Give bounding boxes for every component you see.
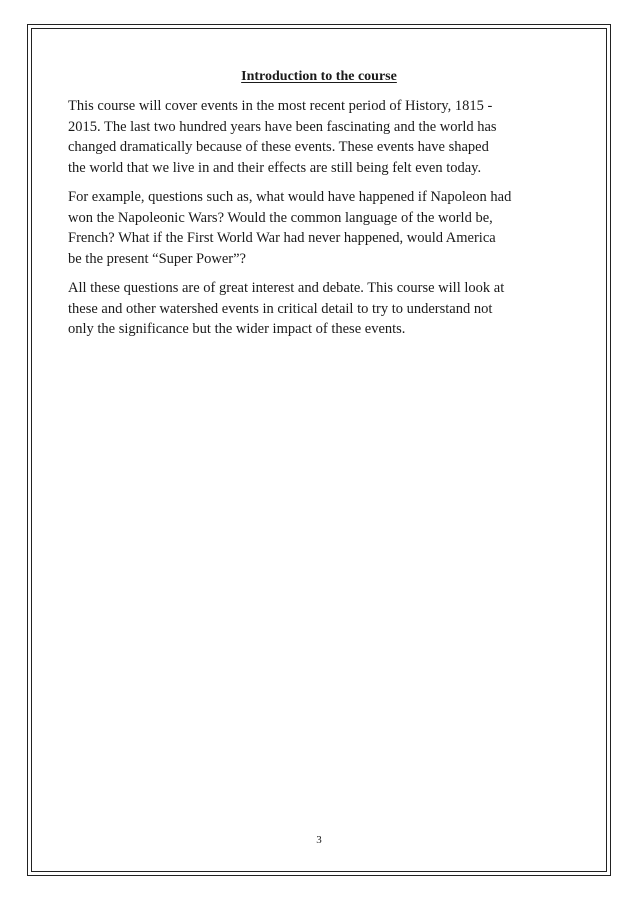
paragraph-3 bbox=[68, 278, 568, 340]
paragraph-line: 2015. The last two hundred years have been fascinating and the world has bbox=[68, 118, 497, 135]
paragraph-1 bbox=[68, 96, 568, 178]
page-number: 3 bbox=[316, 834, 322, 846]
paragraph-line: these and other watershed events in critical detail to try to understand not bbox=[68, 300, 493, 317]
paragraph-2 bbox=[68, 187, 568, 269]
document-body bbox=[68, 96, 568, 349]
document-title: Introduction to the course bbox=[241, 69, 397, 84]
paragraph-line: be the present “Super Power”? bbox=[68, 250, 246, 267]
paragraph-line: only the significance but the wider impact of these events. bbox=[68, 321, 406, 337]
paragraph-line: changed dramatically because of these events. These events have shaped bbox=[68, 139, 489, 155]
paragraph-line: won the Napoleonic Wars? Would the common language of the world be, bbox=[68, 209, 493, 226]
paragraph-line: For example, questions such as, what would have happened if Napoleon had bbox=[68, 189, 512, 205]
paragraph-line: All these questions are of great interest and debate. This course will look at bbox=[68, 280, 505, 296]
paragraph-line: This course will cover events in the most recent period of History, 1815 - bbox=[68, 98, 493, 114]
paragraph-line: the world that we live in and their effects are still being felt even today. bbox=[68, 159, 482, 176]
paragraph-line: French? What if the First World War had never happened, would America bbox=[68, 230, 496, 246]
